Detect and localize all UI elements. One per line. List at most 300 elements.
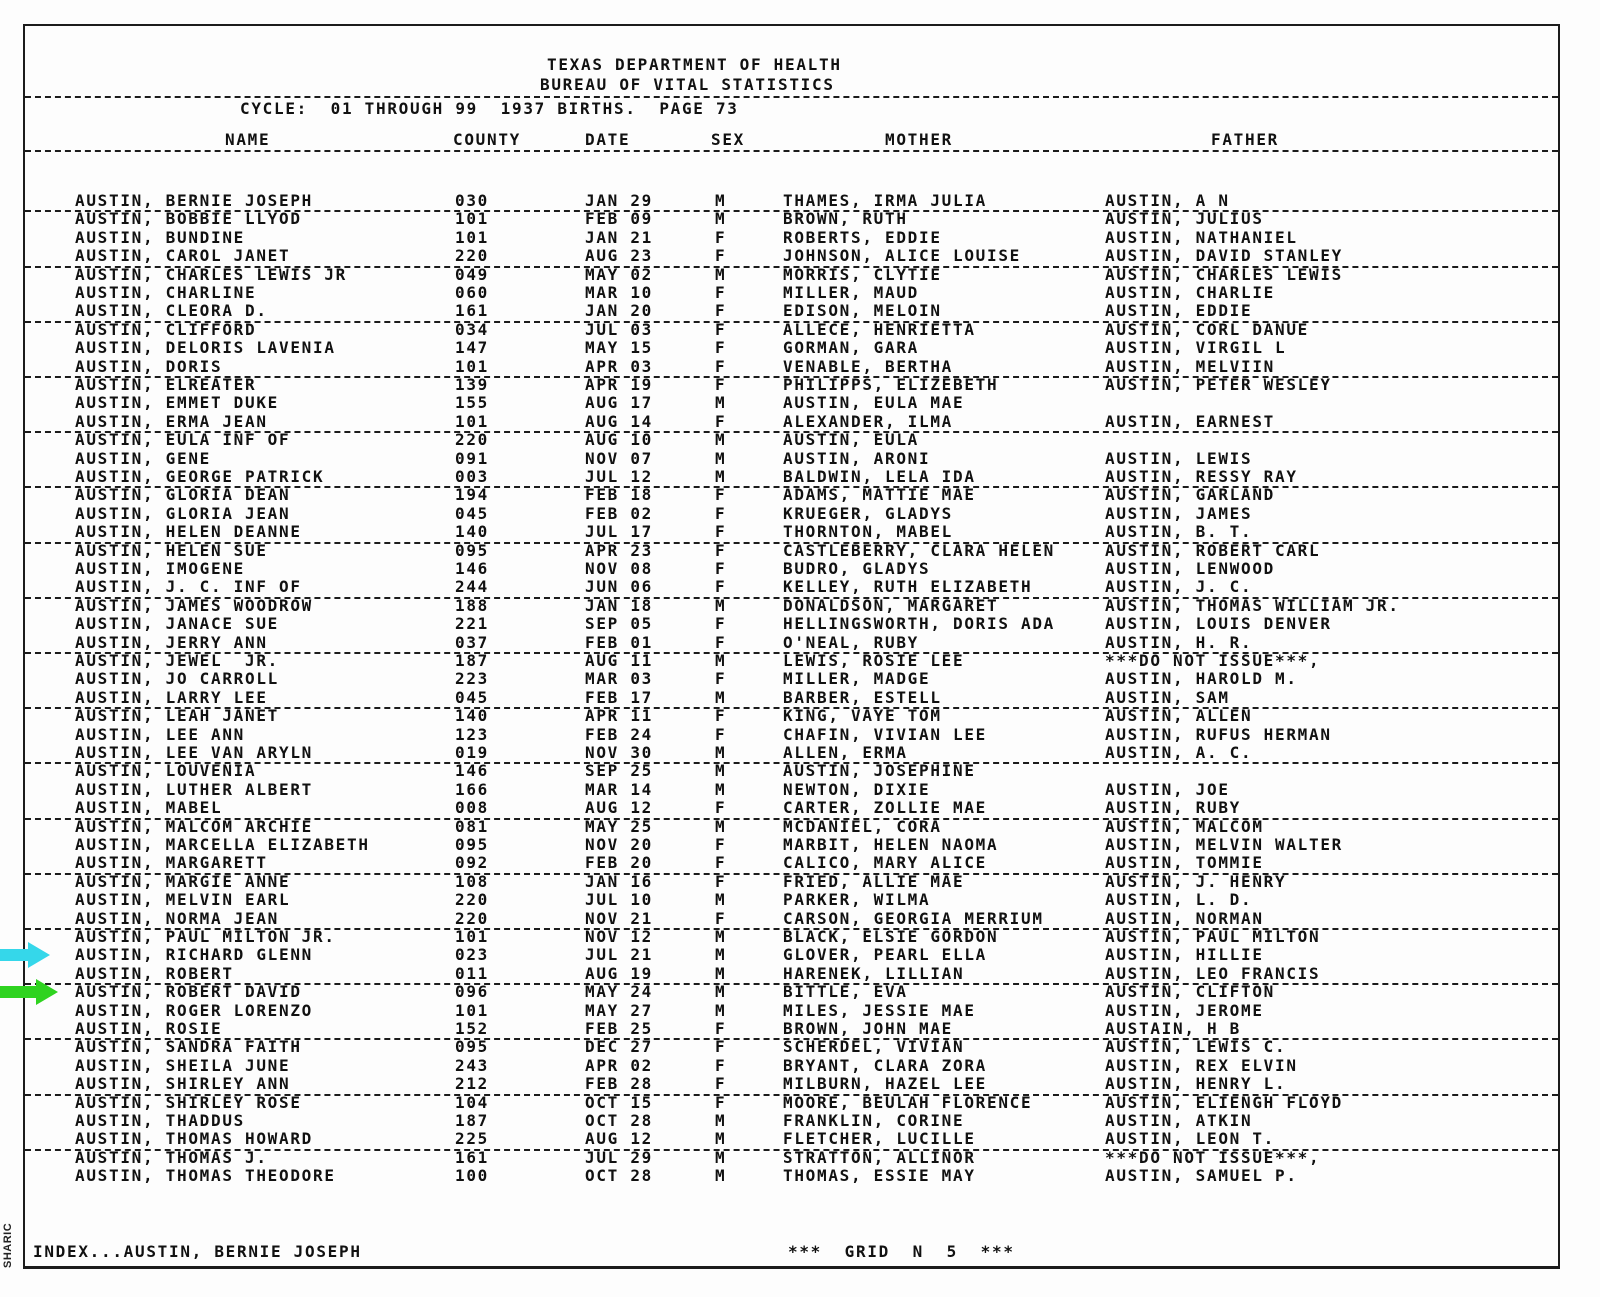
cell-mother: ALLEN, ERMA [783, 743, 908, 762]
cell-name: AUSTIN, ERMA JEAN [75, 411, 268, 431]
cell-county: 220 [455, 890, 489, 910]
cell-name: AUSTIN, JERRY ANN [75, 632, 268, 652]
cell-sex: F [715, 798, 727, 818]
cell-date: JAN 16 [585, 871, 653, 891]
cell-county: 003 [455, 467, 489, 486]
cell-mother: AUSTIN, ARONI [783, 448, 931, 468]
cell-sex: F [715, 319, 727, 339]
cell-father: AUSTIN, ROBERT CARL [1105, 540, 1321, 560]
table-row [25, 394, 1558, 412]
cell-date: AUG 10 [585, 430, 653, 450]
cell-date: FEB 24 [585, 724, 653, 744]
cell-sex: F [715, 522, 727, 542]
cell-county: 212 [455, 1074, 489, 1094]
cell-mother: EDISON, MELOIN [783, 301, 942, 321]
cell-mother: VENABLE, BERTHA [783, 356, 953, 376]
column-header-mother: MOTHER [885, 130, 953, 149]
cell-father: AUSTIN, REX ELVIN [1105, 1055, 1298, 1075]
cell-mother: FRANKLIN, CORINE [783, 1111, 965, 1130]
cycle-line: CYCLE: 01 THROUGH 99 1937 BIRTHS. PAGE 73 [240, 99, 739, 118]
cell-mother: FRIED, ALLIE MAE [783, 871, 965, 891]
table-row [25, 431, 1558, 449]
table-row [25, 1002, 1558, 1020]
cell-father: AUSTIN, LEO FRANCIS [1105, 963, 1321, 983]
cell-sex: M [715, 687, 727, 707]
column-header-father: FATHER [1211, 130, 1279, 149]
table-row [25, 1057, 1558, 1075]
cell-date: DEC 27 [585, 1037, 653, 1057]
cell-mother: MILLER, MADGE [783, 669, 931, 689]
cell-sex: F [715, 227, 727, 247]
cell-county: 030 [455, 191, 489, 210]
side-margin-label: SHARIC [2, 1222, 14, 1268]
cell-sex: F [715, 503, 727, 523]
cell-father: AUSTIN, ELIENGH FLOYD [1105, 1092, 1343, 1112]
cell-county: 104 [455, 1092, 489, 1112]
cell-name: AUSTIN, THOMAS J. [75, 1147, 268, 1167]
cell-father: AUSTIN, L. D. [1105, 890, 1253, 910]
cell-sex: M [715, 1147, 727, 1167]
cell-mother: THAMES, IRMA JULIA [783, 191, 987, 210]
cell-date: NOV 07 [585, 448, 653, 468]
cell-county: 221 [455, 614, 489, 634]
cell-date: FEB 17 [585, 687, 653, 707]
cell-mother: CHAFIN, VIVIAN LEE [783, 724, 987, 744]
cell-sex: M [715, 1000, 727, 1020]
cell-name: AUSTIN, EMMET DUKE [75, 393, 279, 413]
cell-mother: CALICO, MARY ALICE [783, 853, 987, 873]
column-header-sex: SEX [711, 130, 745, 149]
table-row [25, 762, 1558, 780]
cell-name: AUSTIN, JAMES WOODROW [75, 595, 313, 615]
cell-name: AUSTIN, MARCELLA ELIZABETH [75, 835, 370, 854]
cell-sex: F [715, 375, 727, 394]
cell-sex: F [715, 283, 727, 302]
table-row [25, 1038, 1558, 1056]
cell-date: APR 02 [585, 1055, 653, 1075]
cell-date: MAR 10 [585, 283, 653, 302]
cell-date: SEP 05 [585, 614, 653, 634]
cell-county: 123 [455, 724, 489, 744]
cell-date: JAN 21 [585, 227, 653, 247]
cell-father: AUSTIN, LOUIS DENVER [1105, 614, 1332, 634]
cell-name: AUSTIN, GEORGE PATRICK [75, 467, 325, 486]
cell-county: 023 [455, 945, 489, 965]
cell-sex: F [715, 301, 727, 321]
cell-county: 243 [455, 1055, 489, 1075]
cell-name: AUSTIN, CLEORA D. [75, 301, 268, 321]
cell-father: AUSTIN, DAVID STANLEY [1105, 246, 1343, 266]
cell-date: MAY 27 [585, 1000, 653, 1020]
column-header-county: COUNTY [453, 130, 521, 149]
cell-date: FEB 01 [585, 632, 653, 652]
cell-sex: M [715, 743, 727, 762]
cell-sex: F [715, 485, 727, 505]
cell-date: JUL 29 [585, 1147, 653, 1167]
cell-name: AUSTIN, SANDRA FAITH [75, 1037, 302, 1057]
cell-sex: F [715, 724, 727, 744]
cell-county: 194 [455, 485, 489, 505]
cell-mother: ALEXANDER, ILMA [783, 411, 953, 431]
table-row [25, 928, 1558, 946]
cell-mother: MARBIT, HELEN NAOMA [783, 835, 999, 854]
cell-county: 155 [455, 393, 489, 413]
cell-county: 060 [455, 283, 489, 302]
cell-sex: M [715, 1111, 727, 1130]
cell-name: AUSTIN, JEWEL JR. [75, 651, 279, 670]
column-header-date: DATE [585, 130, 631, 149]
cell-date: JUL 03 [585, 319, 653, 339]
cell-county: 101 [455, 356, 489, 376]
cell-sex: M [715, 945, 727, 965]
cell-mother: CASTLEBERRY, CLARA HELEN [783, 540, 1055, 560]
cell-date: APR 19 [585, 375, 653, 394]
cell-date: AUG 23 [585, 246, 653, 266]
cell-sex: M [715, 264, 727, 284]
cell-name: AUSTIN, ROSIE [75, 1019, 223, 1038]
table-row [25, 450, 1558, 468]
cell-name: AUSTIN, GLORIA DEAN [75, 485, 291, 505]
cell-sex: F [715, 1037, 727, 1057]
cell-date: FEB 28 [585, 1074, 653, 1094]
cell-name: AUSTIN, BERNIE JOSEPH [75, 191, 313, 210]
cell-county: 140 [455, 522, 489, 542]
cell-sex: M [715, 448, 727, 468]
cell-sex: M [715, 927, 727, 946]
cell-county: 019 [455, 743, 489, 762]
cell-sex: M [715, 761, 727, 781]
cell-name: AUSTIN, SHIRLEY ROSE [75, 1092, 302, 1112]
cell-county: 101 [455, 927, 489, 946]
cell-mother: NEWTON, DIXIE [783, 779, 931, 799]
cell-date: APR 11 [585, 706, 653, 726]
cell-father: AUSTIN, PETER WESLEY [1105, 375, 1332, 394]
cell-father: AUSTIN, JAMES [1105, 503, 1253, 523]
cell-father: AUSTIN, SAM [1105, 687, 1230, 707]
table-row [25, 652, 1558, 670]
table-row [25, 946, 1558, 964]
cell-sex: F [715, 559, 727, 578]
cell-date: AUG 11 [585, 651, 653, 670]
cell-date: FEB 25 [585, 1019, 653, 1038]
cell-father: AUSTIN, RUFUS HERMAN [1105, 724, 1332, 744]
cell-name: AUSTIN, LOUVENIA [75, 761, 257, 781]
cell-county: 220 [455, 908, 489, 928]
cell-county: 223 [455, 669, 489, 689]
cell-mother: PARKER, WILMA [783, 890, 931, 910]
cell-county: 140 [455, 706, 489, 726]
cell-name: AUSTIN, LUTHER ALBERT [75, 779, 313, 799]
cell-mother: MORRIS, CLYTIE [783, 264, 942, 284]
cell-sex: M [715, 1166, 727, 1186]
cell-county: 049 [455, 264, 489, 284]
cell-father: AUSTIN, J. HENRY [1105, 871, 1287, 891]
cell-county: 225 [455, 1129, 489, 1149]
cell-father: AUSTIN, CHARLES LEWIS [1105, 264, 1343, 284]
cell-father: AUSTIN, JULIUS [1105, 209, 1264, 229]
cell-name: AUSTIN, ELREATER [75, 375, 257, 394]
cell-name: AUSTIN, SHIRLEY ANN [75, 1074, 291, 1094]
cell-mother: STRATTON, ALLINOR [783, 1147, 976, 1167]
cell-mother: MILLER, MAUD [783, 283, 919, 302]
cell-name: AUSTIN, BOBBIE LLYOD [75, 209, 302, 229]
green-arrow-icon [0, 977, 64, 1007]
cell-sex: M [715, 467, 727, 486]
cell-name: AUSTIN, EULA INF OF [75, 430, 291, 450]
cell-mother: MOORE, BEULAH FLORENCE [783, 1092, 1033, 1112]
cell-county: 101 [455, 1000, 489, 1020]
cell-father: AUSTIN, GARLAND [1105, 485, 1275, 505]
cell-sex: M [715, 430, 727, 450]
cell-date: AUG 12 [585, 798, 653, 818]
cell-date: MAY 25 [585, 816, 653, 836]
cell-date: JUL 10 [585, 890, 653, 910]
table-row [25, 1112, 1558, 1130]
cell-name: AUSTIN, PAUL MILTON JR. [75, 927, 336, 946]
table-row [25, 542, 1558, 560]
cell-name: AUSTIN, CLIFFORD [75, 319, 257, 339]
cell-date: MAR 03 [585, 669, 653, 689]
cell-sex: F [715, 577, 727, 597]
cell-name: AUSTIN, MELVIN EARL [75, 890, 291, 910]
cell-name: AUSTIN, J. C. INF OF [75, 577, 302, 597]
cell-date: AUG 14 [585, 411, 653, 431]
cell-county: 011 [455, 963, 489, 983]
cell-sex: F [715, 908, 727, 928]
cell-county: 166 [455, 779, 489, 799]
cell-county: 146 [455, 559, 489, 578]
cell-mother: GORMAN, GARA [783, 338, 919, 358]
cell-name: AUSTIN, MALCOM ARCHIE [75, 816, 313, 836]
cell-father: AUSTIN, PAUL MILTON [1105, 927, 1321, 946]
cell-date: JUL 17 [585, 522, 653, 542]
cell-mother: HARENEK, LILLIAN [783, 963, 965, 983]
cell-father: AUSTIN, ALLEN [1105, 706, 1253, 726]
cell-mother: MILES, JESSIE MAE [783, 1000, 976, 1020]
table-row [25, 873, 1558, 891]
cell-sex: F [715, 540, 727, 560]
cell-father: ***DO NOT ISSUE***, [1105, 651, 1321, 670]
table-row [25, 321, 1558, 339]
table-row [25, 726, 1558, 744]
page-title: TEXAS DEPARTMENT OF HEALTH [547, 55, 842, 74]
table-row [25, 1094, 1558, 1112]
cell-father: AUSTIN, A N [1105, 191, 1230, 210]
cell-mother: HELLINGSWORTH, DORIS ADA [783, 614, 1055, 634]
cell-mother: KELLEY, RUTH ELIZABETH [783, 577, 1033, 597]
cell-sex: F [715, 411, 727, 431]
cell-mother: AUSTIN, EULA MAE [783, 393, 965, 413]
page-subtitle: BUREAU OF VITAL STATISTICS [540, 75, 835, 94]
cell-father: AUSTIN, NATHANIEL [1105, 227, 1298, 247]
cell-father: AUSTIN, JEROME [1105, 1000, 1264, 1020]
cell-date: JUL 21 [585, 945, 653, 965]
cell-sex: M [715, 393, 727, 413]
cell-name: AUSTIN, CHARLES LEWIS JR [75, 264, 347, 284]
cell-father: ***DO NOT ISSUE***, [1105, 1147, 1321, 1167]
cell-date: FEB 18 [585, 485, 653, 505]
cell-sex: M [715, 1129, 727, 1149]
table-row [25, 229, 1558, 247]
table-row [25, 486, 1558, 504]
cell-sex: M [715, 890, 727, 910]
cell-father: AUSTIN, HENRY L. [1105, 1074, 1287, 1094]
cell-father: AUSTAIN, H B [1105, 1019, 1241, 1038]
cell-name: AUSTIN, LEE ANN [75, 724, 245, 744]
cell-sex: M [715, 191, 727, 210]
table-row [25, 560, 1558, 578]
cell-date: NOV 21 [585, 908, 653, 928]
cell-name: AUSTIN, IMOGENE [75, 559, 245, 578]
cell-county: 161 [455, 301, 489, 321]
cell-father: AUSTIN, MELVIIN [1105, 356, 1275, 376]
cell-date: NOV 08 [585, 559, 653, 578]
cell-sex: F [715, 669, 727, 689]
cell-date: AUG 19 [585, 963, 653, 983]
cell-date: OCT 15 [585, 1092, 653, 1112]
cell-mother: O'NEAL, RUBY [783, 632, 919, 652]
cell-county: 008 [455, 798, 489, 818]
table-row [25, 891, 1558, 909]
cell-county: 095 [455, 1037, 489, 1057]
cell-sex: F [715, 871, 727, 891]
cell-father: AUSTIN, RESSY RAY [1105, 467, 1298, 486]
cell-father: AUSTIN, MALCOM [1105, 816, 1264, 836]
cell-mother: BUDRO, GLADYS [783, 559, 931, 578]
cell-sex: M [715, 816, 727, 836]
cell-father: AUSTIN, CORL DANUE [1105, 319, 1309, 339]
cell-name: AUSTIN, THOMAS HOWARD [75, 1129, 313, 1149]
cell-date: JAN 20 [585, 301, 653, 321]
cell-mother: CARSON, GEORGIA MERRIUM [783, 908, 1044, 928]
cell-mother: THOMAS, ESSIE MAY [783, 1166, 976, 1186]
cell-date: MAY 24 [585, 982, 653, 1002]
cell-mother: FLETCHER, LUCILLE [783, 1129, 976, 1149]
cell-sex: F [715, 614, 727, 634]
cell-name: AUSTIN, HELEN DEANNE [75, 522, 302, 542]
cell-mother: AUSTIN, EULA [783, 430, 919, 450]
cell-name: AUSTIN, GENE [75, 448, 211, 468]
cell-mother: BALDWIN, LELA IDA [783, 467, 976, 486]
cell-sex: F [715, 246, 727, 266]
cell-mother: ADAMS, MATTIE MAE [783, 485, 976, 505]
cell-sex: M [715, 963, 727, 983]
cell-county: 161 [455, 1147, 489, 1167]
cell-name: AUSTIN, LEAH JANET [75, 706, 279, 726]
cell-date: OCT 28 [585, 1111, 653, 1130]
footer-grid-label: *** GRID N 5 *** [788, 1242, 1015, 1261]
cell-father: AUSTIN, A. C. [1105, 743, 1253, 762]
cell-mother: CARTER, ZOLLIE MAE [783, 798, 987, 818]
cell-county: 101 [455, 209, 489, 229]
cell-name: AUSTIN, DORIS [75, 356, 223, 376]
cell-father: AUSTIN, LEWIS C. [1105, 1037, 1287, 1057]
cell-father: AUSTIN, TOMMIE [1105, 853, 1264, 873]
cell-date: OCT 28 [585, 1166, 653, 1186]
cell-name: AUSTIN, LARRY LEE [75, 687, 268, 707]
cell-mother: BARBER, ESTELL [783, 687, 942, 707]
cell-father: AUSTIN, CLIFTON [1105, 982, 1275, 1002]
cell-father: AUSTIN, EARNEST [1105, 411, 1275, 431]
cell-sex: F [715, 1092, 727, 1112]
cell-sex: F [715, 1055, 727, 1075]
cell-mother: BLACK, ELSIE GORDON [783, 927, 999, 946]
cell-county: 187 [455, 651, 489, 670]
cell-county: 220 [455, 246, 489, 266]
cell-father: AUSTIN, RUBY [1105, 798, 1241, 818]
cell-date: MAY 15 [585, 338, 653, 358]
table-row [25, 505, 1558, 523]
cell-date: JUN 06 [585, 577, 653, 597]
cell-name: AUSTIN, CHARLINE [75, 283, 257, 302]
table-row [25, 339, 1558, 357]
table-row [25, 376, 1558, 394]
cell-mother: LEWIS, ROSIE LEE [783, 651, 965, 670]
cell-sex: F [715, 1074, 727, 1094]
cell-name: AUSTIN, MARGARETT [75, 853, 268, 873]
cell-mother: BROWN, JOHN MAE [783, 1019, 953, 1038]
table-row [25, 615, 1558, 633]
cell-father: AUSTIN, THOMAS WILLIAM JR. [1105, 595, 1400, 615]
cell-father: AUSTIN, LEWIS [1105, 448, 1253, 468]
cell-sex: F [715, 1019, 727, 1038]
cell-father: AUSTIN, ATKIN [1105, 1111, 1253, 1130]
table-row [25, 597, 1558, 615]
cell-name: AUSTIN, THADDUS [75, 1111, 245, 1130]
cell-date: AUG 17 [585, 393, 653, 413]
cell-county: 101 [455, 411, 489, 431]
cell-county: 139 [455, 375, 489, 394]
cell-county: 188 [455, 595, 489, 615]
cell-father: AUSTIN, B. T. [1105, 522, 1253, 542]
footer-index-label: INDEX...AUSTIN, BERNIE JOSEPH [33, 1242, 362, 1261]
cell-name: AUSTIN, ROBERT [75, 963, 234, 983]
cell-name: AUSTIN, ROGER LORENZO [75, 1000, 313, 1020]
cell-father: AUSTIN, EDDIE [1105, 301, 1253, 321]
cell-mother: SCHERDEL, VIVIAN [783, 1037, 965, 1057]
cell-mother: PHILIPPS, ELIZEBETH [783, 375, 999, 394]
cell-sex: M [715, 982, 727, 1002]
cell-name: AUSTIN, JANACE SUE [75, 614, 279, 634]
table-row [25, 210, 1558, 228]
cell-county: 081 [455, 816, 489, 836]
cell-name: AUSTIN, CAROL JANET [75, 246, 291, 266]
cell-date: NOV 20 [585, 835, 653, 854]
cell-county: 091 [455, 448, 489, 468]
cell-mother: BRYANT, CLARA ZORA [783, 1055, 987, 1075]
cell-father: AUSTIN, H. R. [1105, 632, 1253, 652]
column-header-name: NAME [225, 130, 271, 149]
records-table [25, 0, 1558, 1297]
cell-date: APR 23 [585, 540, 653, 560]
table-row [25, 836, 1558, 854]
cell-father: AUSTIN, JOE [1105, 779, 1230, 799]
cell-date: NOV 30 [585, 743, 653, 762]
cell-mother: BITTLE, EVA [783, 982, 908, 1002]
cell-date: SEP 25 [585, 761, 653, 781]
table-row [25, 670, 1558, 688]
cell-mother: KRUEGER, GLADYS [783, 503, 953, 523]
cell-county: 037 [455, 632, 489, 652]
cell-date: FEB 02 [585, 503, 653, 523]
cell-date: FEB 20 [585, 853, 653, 873]
cell-name: AUSTIN, MARGIE ANNE [75, 871, 291, 891]
cell-date: JAN 29 [585, 191, 653, 210]
cell-date: MAY 02 [585, 264, 653, 284]
cell-mother: KING, VAYE TOM [783, 706, 942, 726]
cell-date: MAR 14 [585, 779, 653, 799]
cell-county: 096 [455, 982, 489, 1002]
